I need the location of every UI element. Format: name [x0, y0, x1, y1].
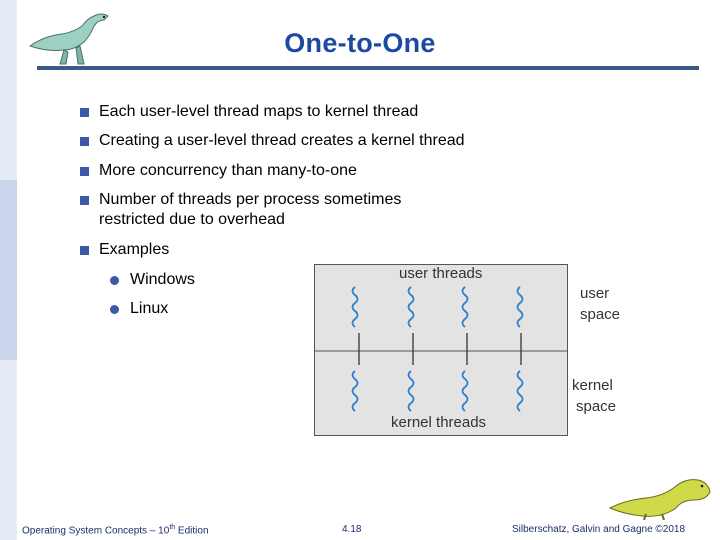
user-threads-label: user threads — [399, 265, 483, 282]
bullet-square-icon — [80, 108, 89, 117]
bullet-square-icon — [80, 246, 89, 255]
user-space-label-line: space — [580, 306, 621, 323]
dinosaur-logo-top — [24, 6, 114, 68]
slide-title: One-to-One — [284, 28, 436, 58]
sub-bullet-text: Linux — [130, 300, 169, 317]
bullet-item — [80, 161, 357, 181]
user-space-label-line: user — [580, 285, 610, 302]
user-space-label — [580, 286, 620, 323]
user-thread-icon — [463, 287, 468, 327]
sub-bullet-item — [110, 270, 195, 290]
bullet-item — [80, 131, 465, 151]
kernel-thread-icon — [353, 371, 358, 411]
kernel-thread-icon — [463, 371, 468, 411]
bullet-dot-icon — [110, 305, 119, 314]
one-to-one-diagram — [314, 264, 568, 436]
bullet-item — [80, 102, 418, 122]
bullet-square-icon — [80, 137, 89, 146]
bullet-text-line: Number of threads per process sometimes — [99, 191, 402, 208]
bullet-square-icon — [80, 196, 89, 205]
kernel-space-label-line: kernel — [572, 377, 613, 394]
kernel-thread-icon — [518, 371, 523, 411]
bullet-text-line: restricted due to overhead — [99, 211, 285, 228]
bullet-text: Examples — [99, 241, 170, 258]
kernel-thread-icon — [409, 371, 414, 411]
bullet-text: Creating a user-level thread creates a kernel thread — [99, 132, 465, 149]
bullet-item — [80, 240, 169, 260]
footer-page-number: 4.18 — [342, 524, 362, 535]
sub-bullet-text: Windows — [130, 271, 195, 288]
dinosaur-logo-bottom — [606, 464, 714, 520]
footer-authors: Silberschatz, Galvin and Gagne ©2018 — [512, 524, 686, 535]
kernel-space-label-line: space — [576, 398, 617, 415]
user-thread-icon — [518, 287, 523, 327]
footer-edition-text: Edition — [175, 525, 209, 537]
footer-book-title — [22, 524, 209, 536]
left-stripe-band — [0, 180, 17, 360]
bullet-text: Each user-level thread maps to kernel thread — [99, 103, 419, 120]
bullet-dot-icon — [110, 276, 119, 285]
sub-bullet-item — [110, 299, 168, 319]
footer-superscript: th — [169, 524, 176, 531]
bullet-square-icon — [80, 167, 89, 176]
bullet-text — [99, 190, 401, 230]
title-rule — [37, 66, 699, 70]
bullet-item — [80, 190, 401, 230]
bullet-text: More concurrency than many-to-one — [99, 162, 357, 179]
user-thread-icon — [409, 287, 414, 327]
kernel-threads-label: kernel threads — [391, 414, 487, 431]
kernel-space-label — [572, 378, 616, 415]
user-thread-icon — [353, 287, 358, 327]
footer-book-title-text: Operating System Concepts – 10 — [22, 525, 170, 537]
diagram-drawing — [315, 265, 567, 435]
